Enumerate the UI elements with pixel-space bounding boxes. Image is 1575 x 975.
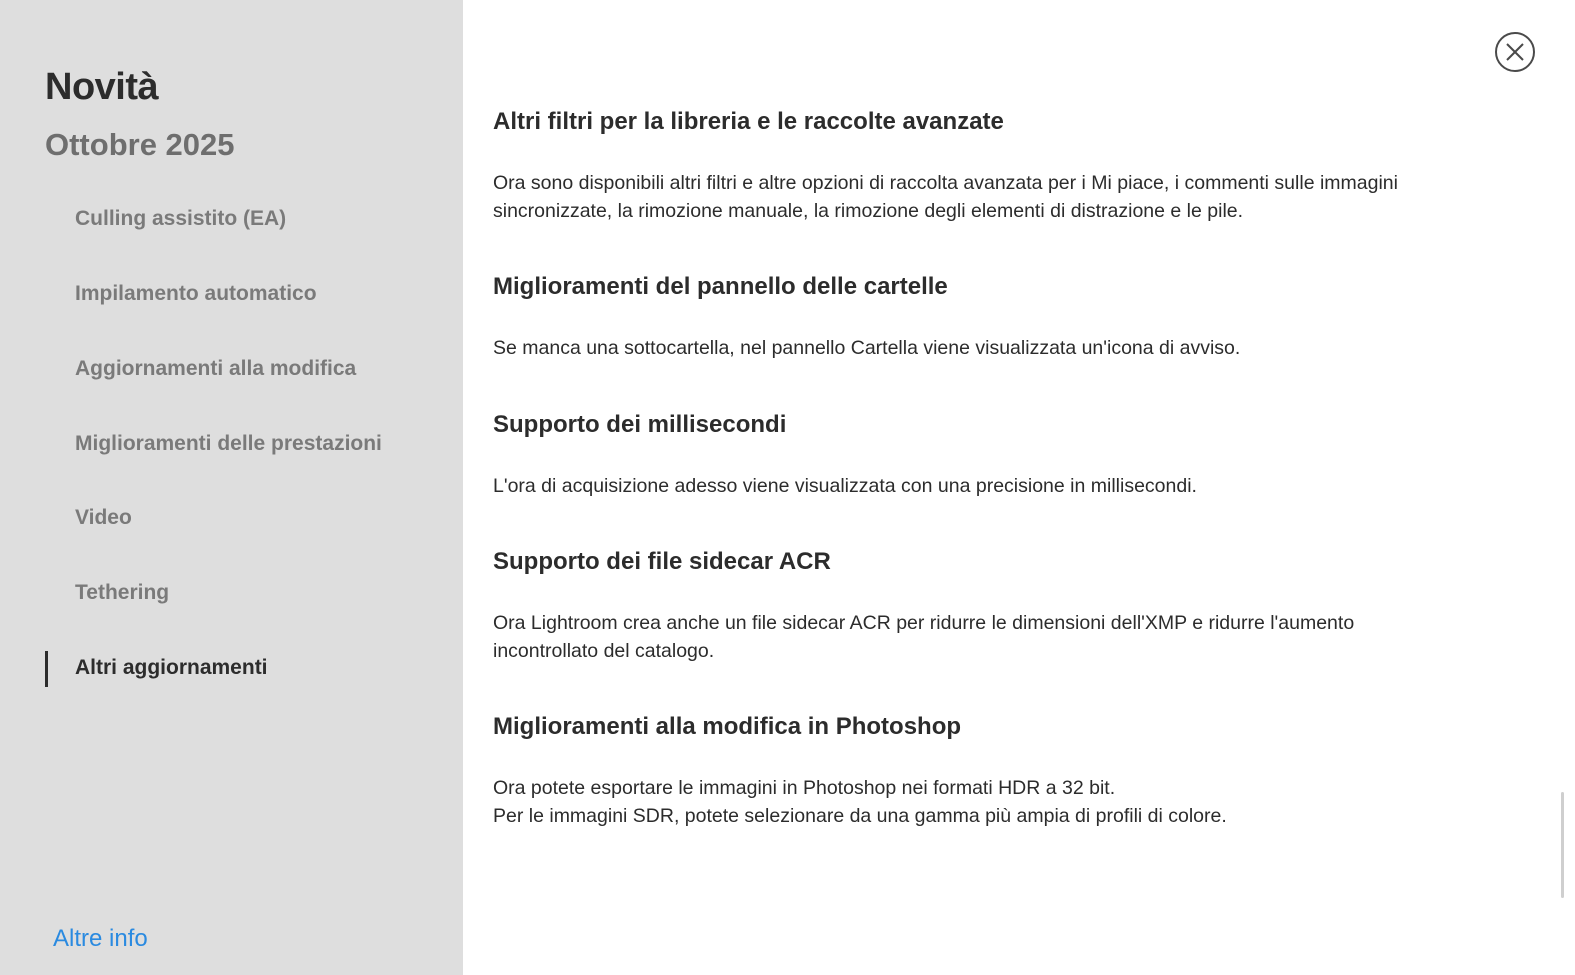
sidebar-item-tethering[interactable]: Tethering [75,581,170,604]
section-body: Ora potete esportare le immagini in Photoshop nei formati HDR a 32 bit. Per le immagini SDR, potete selezionare da una gamma più ampia di profili di colore. [493,777,1227,827]
sidebar-item-culling-assistito[interactable]: Culling assistito (EA) [75,207,287,230]
section-sidecar-acr [493,547,1503,662]
page-title: Novità [45,66,159,108]
sidebar-item-aggiornamenti-modifica[interactable]: Aggiornamenti alla modifica [75,357,357,380]
more-info-link[interactable]: Altre info [53,925,148,952]
scrollbar-thumb[interactable] [1561,792,1564,898]
section-title: Supporto dei millisecondi [493,411,787,438]
sidebar-item-miglioramenti-prestazioni[interactable]: Miglioramenti delle prestazioni [75,432,382,455]
section-title: Miglioramenti del pannello delle cartelle [493,273,948,300]
section-title: Supporto dei file sidecar ACR [493,548,831,575]
section-filtri-libreria [493,107,1503,222]
section-title: Altri filtri per la libreria e le raccolte avanzate [493,108,1004,135]
section-modifica-photoshop [493,712,1503,827]
close-button[interactable] [1495,32,1535,72]
content-panel [463,0,1575,975]
section-body: L'ora di acquisizione adesso viene visualizzata con una precisione in millisecondi. [493,475,1197,497]
close-icon [1497,34,1533,70]
sidebar-item-altri-aggiornamenti[interactable]: Altri aggiornamenti [75,656,268,679]
section-title: Miglioramenti alla modifica in Photoshop [493,713,962,740]
section-body: Se manca una sottocartella, nel pannello Cartella viene visualizzata un'icona di avviso. [493,337,1241,359]
section-pannello-cartelle [493,272,1503,359]
section-body: Ora sono disponibili altri filtri e altre opzioni di raccolta avanzata per i Mi piace, i commenti sulle immagini sincronizzate, la rimozione manuale, la rimozione degli elementi di distrazione e le pile. [493,172,1398,222]
sidebar-item-impilamento-automatico[interactable]: Impilamento automatico [75,282,317,305]
section-millisecondi [493,410,1503,497]
sidebar-item-video[interactable]: Video [75,506,132,529]
active-indicator [45,651,48,687]
sidebar [0,0,463,975]
section-body: Ora Lightroom crea anche un file sidecar ACR per ridurre le dimensioni dell'XMP e ridurre l'aumento incontrollato del catalogo. [493,612,1355,662]
release-date: Ottobre 2025 [45,127,235,162]
